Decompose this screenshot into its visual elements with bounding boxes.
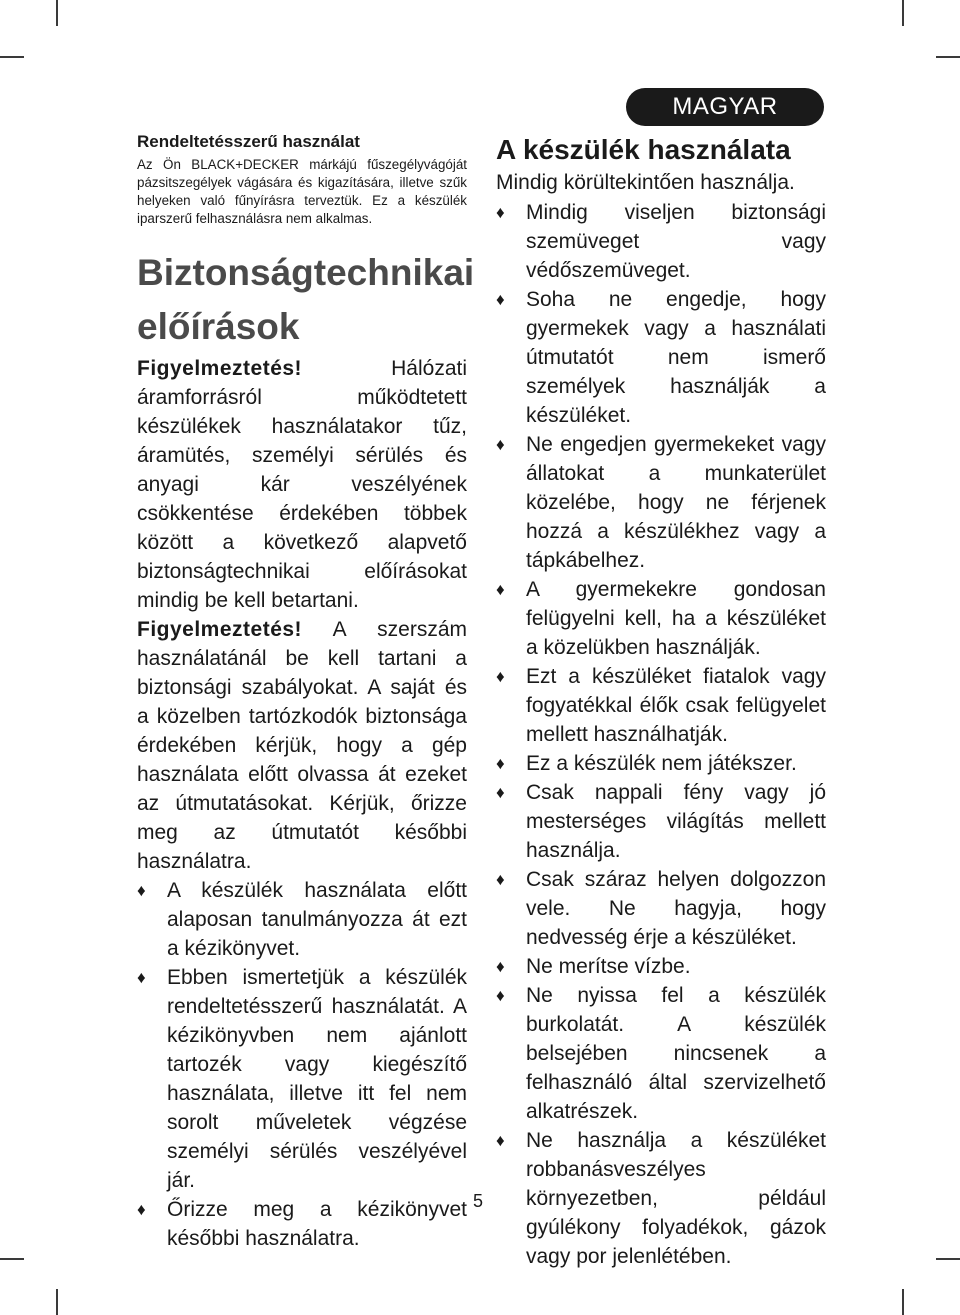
diamond-bullet-icon: ♦ — [496, 783, 505, 802]
right-bullet-list — [496, 198, 826, 1271]
diamond-bullet-icon: ♦ — [137, 1200, 146, 1219]
left-column — [137, 132, 475, 1253]
list-item: ♦ Csak nappali fény vagy jó mesterséges világítás mellett használja. — [496, 778, 826, 865]
diamond-bullet-icon: ♦ — [496, 1131, 505, 1150]
diamond-bullet-icon: ♦ — [496, 986, 505, 1005]
crop-mark — [56, 0, 58, 26]
intended-use-title: Rendeltetésszerű használat — [137, 132, 360, 151]
warning-label: Figyelmeztetés! — [137, 618, 303, 641]
warning-text: Hálózati áramforrásról működtetett készülékek használatakor tűz, áramütés, személyi sérülés és anyagi kár veszélyének csökkentése érdekében többek között a következő alapvető biztonságtechnikai előírásokat mindig be kell betartani. — [137, 357, 467, 612]
list-item: ♦ A készülék használata előtt alaposan tanulmányozza át ezt a kézikönyvet. — [137, 876, 467, 963]
diamond-bullet-icon: ♦ — [496, 957, 505, 976]
page-number: 5 — [473, 1191, 484, 1211]
list-item: ♦ Csak száraz helyen dolgozzon vele. Ne hagyja, hogy nedvesség érje a készüléket. — [496, 865, 826, 952]
list-item: ♦ Őrizze meg a kézikönyvet későbbi használatra. — [137, 1195, 467, 1253]
crop-mark — [902, 1289, 904, 1315]
list-item: ♦ Ez a készülék nem játékszer. — [496, 749, 826, 778]
crop-mark — [0, 56, 24, 58]
diamond-bullet-icon: ♦ — [496, 290, 505, 309]
list-item: ♦ Ebben ismertetjük a készülék rendeltetésszerű használatát. A kézikönyvben nem ajánlott tartozék vagy kiegészítő használata, illetve itt fel nem sorolt műveletek végzése személyi sérülés veszélyével jár. — [137, 963, 467, 1195]
list-item: ♦ Ne engedjen gyermekeket vagy állatokat a munkaterület közelébe, hogy ne férjenek hozzá a készülékhez vagy a tápkábelhez. — [496, 430, 826, 575]
warning-text: A szerszám használatánál be kell tartani a biztonsági szabályokat. A saját és a közelben tartózkodók biztonsága érdekében kérjük, hogy a gép használata előtt olvassa át ezeket az útmutatásokat. Kérjük, őrizze meg az útmutatót későbbi használatra. — [137, 618, 467, 873]
list-item: ♦ Mindig viseljen biztonsági szemüveget vagy védőszemüveget. — [496, 198, 826, 285]
diamond-bullet-icon: ♦ — [496, 203, 505, 222]
safety-heading: Biztonságtechnikai előírások — [137, 252, 475, 347]
diamond-bullet-icon: ♦ — [496, 754, 505, 773]
diamond-bullet-icon: ♦ — [496, 667, 505, 686]
diamond-bullet-icon: ♦ — [496, 580, 505, 599]
list-item: ♦ Ne nyissa fel a készülék burkolatát. A készülék belsejében nincsenek a felhasználó által szervizelhető alkatrészek. — [496, 981, 826, 1126]
right-column — [496, 132, 826, 1271]
usage-heading: A készülék használata — [496, 134, 791, 165]
diamond-bullet-icon: ♦ — [496, 870, 505, 889]
warning-paragraph-2 — [137, 615, 467, 876]
diamond-bullet-icon: ♦ — [137, 968, 146, 987]
usage-intro: Mindig körültekintően használja. — [496, 171, 795, 194]
crop-mark — [56, 1289, 58, 1315]
crop-mark — [936, 1258, 960, 1260]
diamond-bullet-icon: ♦ — [496, 435, 505, 454]
diamond-bullet-icon: ♦ — [137, 881, 146, 900]
intended-use-text: Az Ön BLACK+DECKER márkájú fűszegélyvágóját pázsitszegélyek vágására és kigazítására, illetve szűk helyeken való fűnyírásra terveztük. Ez a készülék iparszerű felhasználásra nem alkalmas. — [137, 157, 467, 226]
left-bullet-list — [137, 876, 467, 1253]
list-item: ♦ Ne használja a készüléket robbanásveszélyes környezetben, például gyúlékony folyadékok, gázok vagy por jelenlétében. — [496, 1126, 826, 1271]
list-item: ♦ A gyermekekre gondosan felügyelni kell, ha a készüléket a közelükben használják. — [496, 575, 826, 662]
warning-paragraph-1 — [137, 354, 467, 615]
warning-label: Figyelmeztetés! — [137, 357, 303, 380]
crop-mark — [936, 56, 960, 58]
list-item: ♦ Ne merítse vízbe. — [496, 952, 826, 981]
crop-mark — [0, 1258, 24, 1260]
crop-mark — [902, 0, 904, 26]
list-item: ♦ Ezt a készüléket fiatalok vagy fogyatékkal élők csak felügyelet mellett használhatják. — [496, 662, 826, 749]
language-badge: MAGYAR — [626, 88, 824, 126]
list-item: ♦ Soha ne engedje, hogy gyermekek vagy a használati útmutatót nem ismerő személyek használják a készüléket. — [496, 285, 826, 430]
